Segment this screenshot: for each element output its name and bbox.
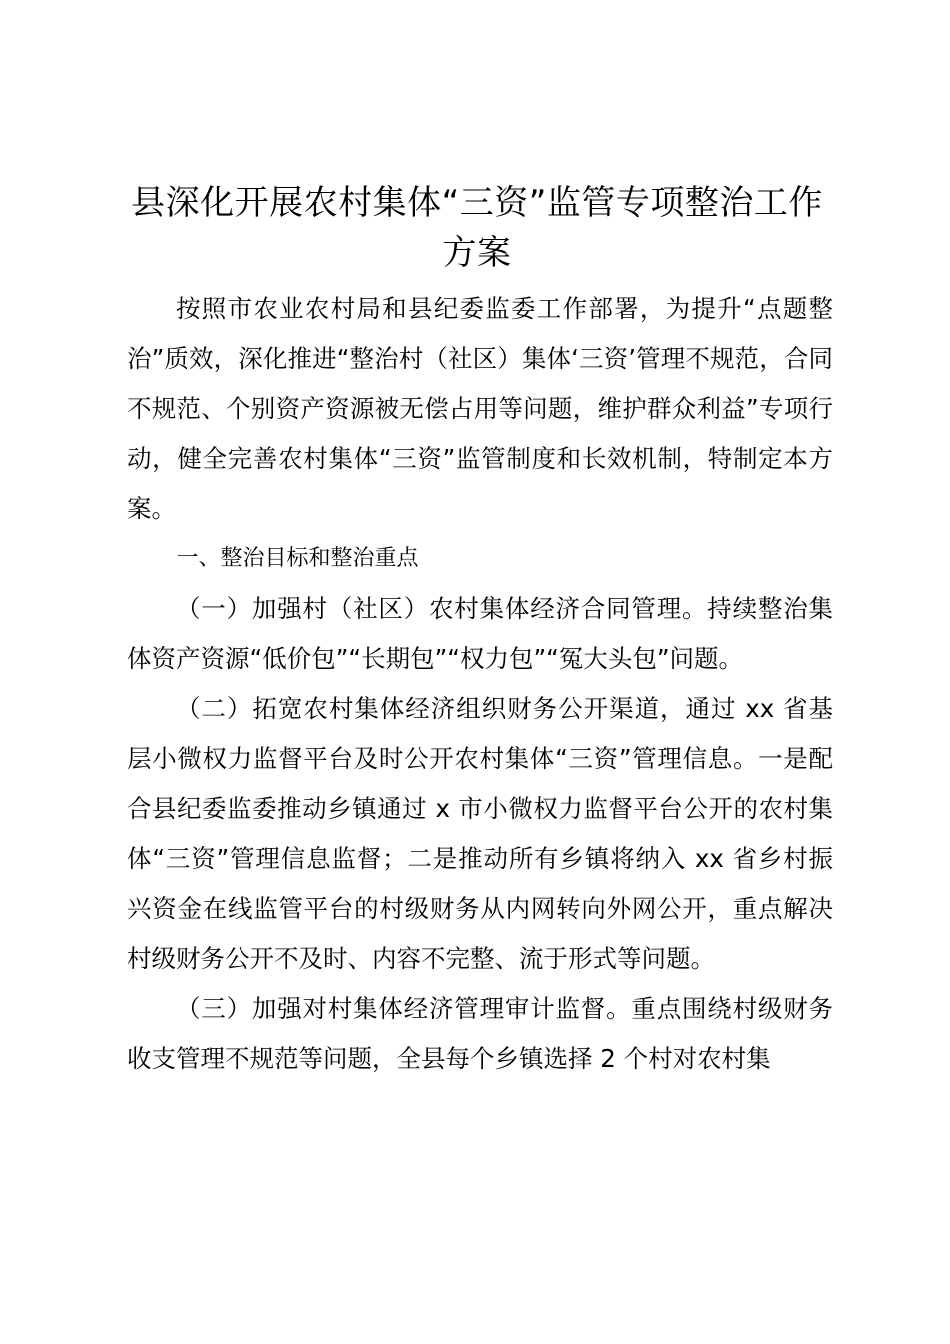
section-heading: 一、整治目标和整治重点 (176, 546, 419, 571)
item-3-paragraph: （三）加强对村集体经济管理审计监督。重点围绕村级财务收支管理不规范等问题，全县每个乡镇选择 2 个村对农村集 (127, 994, 833, 1073)
document-body (127, 284, 833, 1084)
item-1-paragraph: （一）加强村（社区）农村集体经济合同管理。持续整治集体资产资源“低价包”“长期包”“权力包”“冤大头包”问题。 (127, 594, 833, 673)
item-2-paragraph: （二）拓宽农村集体经济组织财务公开渠道，通过 xx 省基层小微权力监督平台及时公开农村集体“三资”管理信息。一是配合县纪委监委推动乡镇通过 x 市小微权力监督平台公开的农村集体“三资”管理信息监督；二是推动所有乡镇将纳入 xx 省乡村振兴资金在线监管平台的村级财务从内网转向外网公开，重点解决村级财务公开不及时、内容不完整、流于形式等问题。 (127, 694, 833, 973)
document-title: 县深化开展农村集体“三资”监管专项整治工作方案 (131, 183, 823, 273)
intro-paragraph: 按照市农业农村局和县纪委监委工作部署，为提升“点题整治”质效，深化推进“整治村（社区）集体‘三资’管理不规范，合同不规范、个别资产资源被无偿占用等问题，维护群众利益”专项行动，健全完善农村集体“三资”监管制度和长效机制，特制定本方案。 (127, 294, 833, 523)
